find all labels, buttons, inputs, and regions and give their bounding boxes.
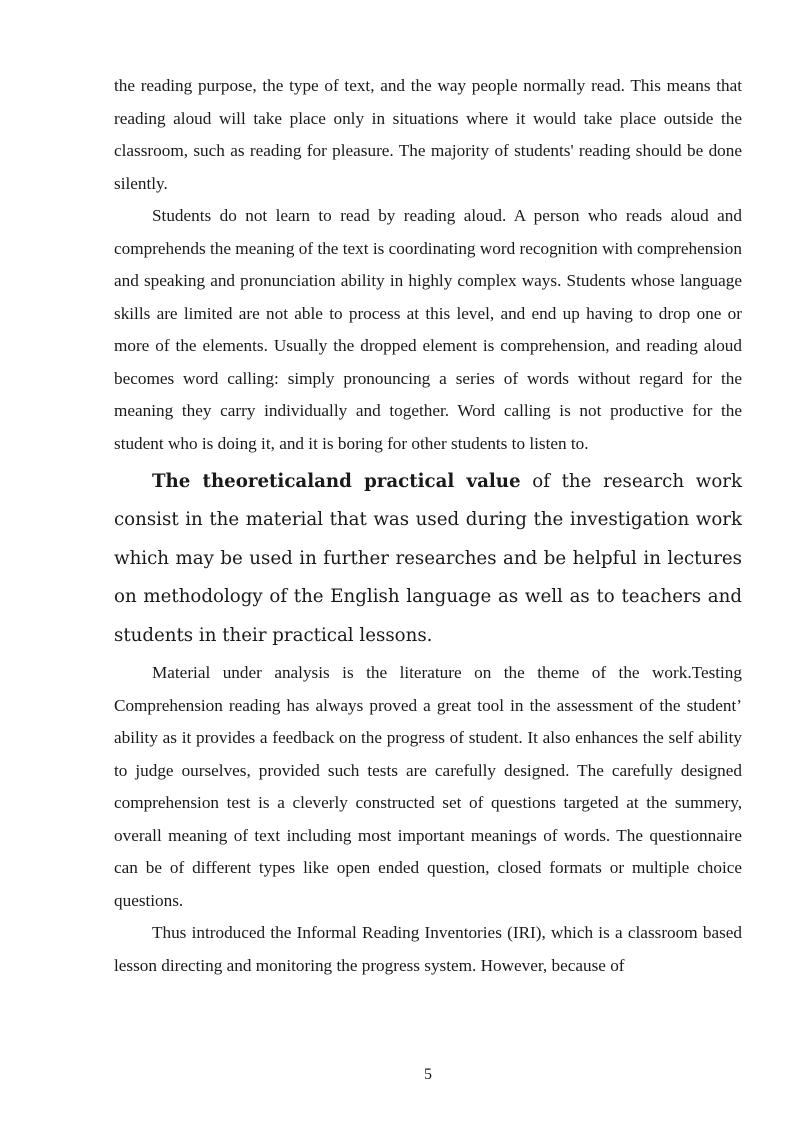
theoretical-value-heading: The theoreticaland practical value xyxy=(152,471,521,492)
page-number: 5 xyxy=(424,1066,432,1083)
paragraph-reading-aloud: Students do not learn to read by reading aloud. A person who reads aloud and comprehends the meaning of the text is coordinating word recognition with comprehension and speaking and pronunciation ability in highly complex ways. Students whose language skills are limited are not able to process at this level, and end up having to drop one or more of the elements. Usually the dropped element is comprehension, and reading aloud becomes word calling: simply pronouncing a series of words without regard for the meaning they carry individually and together. Word calling is not productive for the student who is doing it, and it is boring for other students to listen to. xyxy=(114,206,742,453)
paragraph-material-analysis: Material under analysis is the literature on the theme of the work.Testing Comprehension reading has always proved a great tool in the assessment of the student’ ability as it provides a feedback on the progress of student. It also enhances the self ability to judge ourselves, provided such tests are carefully designed. The carefully designed comprehension test is a cleverly constructed set of questions targeted at the summery, overall meaning of text including most important meanings of words. The questionnaire can be of different types like open ended question, closed formats or multiple choice questions. xyxy=(114,663,742,910)
paragraph-continuation: the reading purpose, the type of text, and the way people normally read. This means that reading aloud will take place only in situations where it would take place outside the classroom, such as reading for pleasure. The majority of students' reading should be done silently. xyxy=(114,76,742,193)
paragraph-iri: Thus introduced the Informal Reading Inventories (IRI), which is a classroom based lesson directing and monitoring the progress system. However, because of xyxy=(114,923,742,975)
paragraph-theoretical-value xyxy=(114,463,742,655)
theoretical-value-text: of the research work consist in the material that was used during the investigation work which may be used in further researches and be helpful in lectures on methodology of the English language as well as to teachers and students in their practical lessons. xyxy=(114,471,742,646)
page-body xyxy=(114,70,742,982)
